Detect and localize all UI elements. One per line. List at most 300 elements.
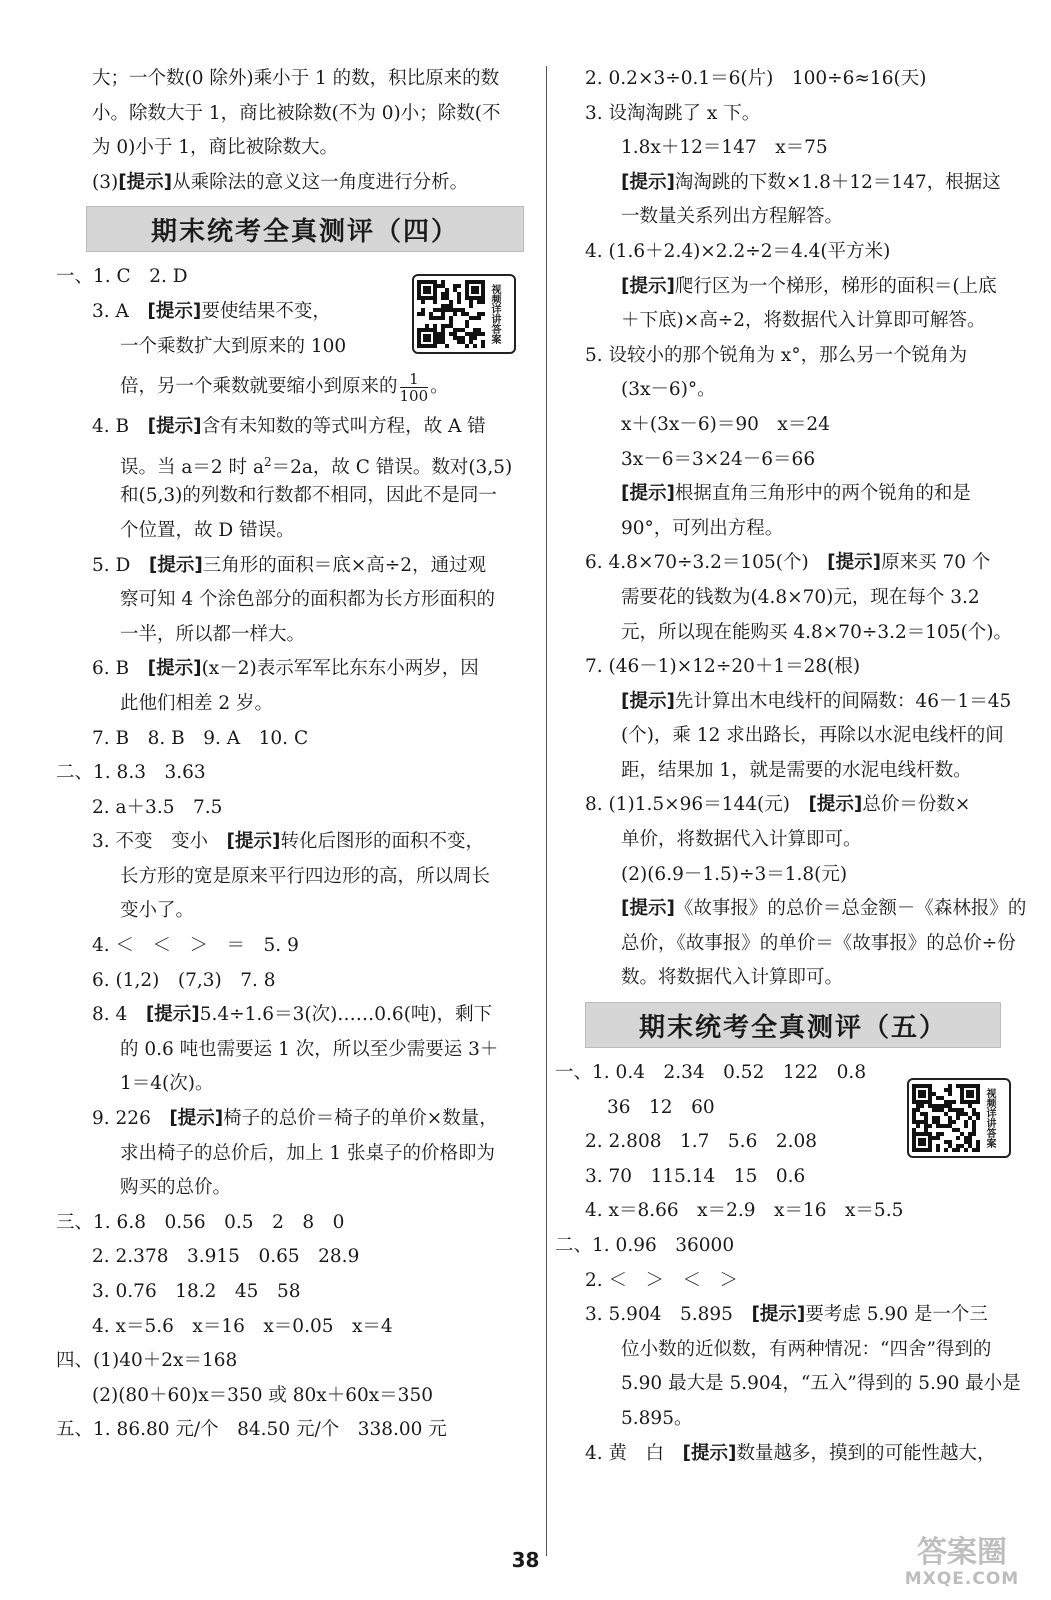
qr-module (441, 284, 445, 288)
qr-module (473, 336, 477, 340)
qr-module (445, 296, 449, 300)
qr-module (932, 1120, 936, 1124)
qr-module (936, 1132, 940, 1136)
qr-module (465, 344, 469, 348)
qr-module (469, 340, 473, 344)
qr-module (449, 308, 453, 312)
qr-module (433, 316, 437, 320)
section-label: 五、 (56, 1419, 94, 1441)
qr-module (469, 332, 473, 336)
qr-module (437, 284, 441, 288)
qr-module (932, 1104, 936, 1108)
qr-module (960, 1108, 964, 1112)
qr-module (465, 332, 469, 336)
qr-module (972, 1148, 976, 1152)
answer-line: 8. (1)1.5×96＝144(元) [提示]总价＝份数× (585, 794, 971, 816)
column-divider (546, 66, 547, 1556)
answer-line: 数。将数据代入计算即可。 (621, 967, 844, 989)
answer-line: (2)(6.9－1.5)÷3＝1.8(元) (621, 863, 848, 885)
qr-module (441, 304, 445, 308)
qr-module (968, 1144, 972, 1148)
answer-text: 。 (430, 376, 449, 398)
qr-module (437, 336, 441, 340)
qr-module (976, 1112, 980, 1116)
qr-module (968, 1136, 972, 1140)
qr-finder-center (423, 286, 431, 294)
hint-marker: [提示] (147, 300, 202, 322)
qr-module (920, 1112, 924, 1116)
qr-module (940, 1132, 944, 1136)
qr-module (948, 1104, 952, 1108)
answer-line: 2. 2.378 3.915 0.65 28.9 (92, 1246, 360, 1268)
qr-module (445, 292, 449, 296)
answer-text: (1)40＋2x＝168 (93, 1350, 238, 1372)
qr-module (425, 324, 429, 328)
qr-module (972, 1120, 976, 1124)
answer-line: 6. (1,2) (7,3) 7. 8 (92, 969, 276, 991)
answer-line: ＋下底)×高÷2，将数据代入计算即可解答。 (621, 310, 986, 332)
qr-module (952, 1100, 956, 1104)
qr-module (956, 1116, 960, 1120)
hint-marker: [提示] (621, 171, 675, 193)
answer-line (56, 445, 534, 480)
hint-marker: [提示] (147, 416, 202, 438)
answer-line (56, 756, 534, 791)
section-label: 一、 (555, 1062, 593, 1084)
qr-module (477, 300, 481, 304)
section-label: 二、 (56, 762, 94, 784)
qr-module (952, 1108, 956, 1112)
answer-text: 1. 0.96 36000 (592, 1235, 735, 1256)
qr-module (948, 1108, 952, 1112)
qr-module (457, 308, 461, 312)
answer-line: 1＝4(次)。 (120, 1073, 214, 1095)
qr-module (441, 312, 445, 316)
answer-line (555, 1229, 1041, 1264)
answer-line: 此他们相差 2 岁。 (120, 692, 274, 714)
qr-module (936, 1116, 940, 1120)
answer-line: 3. 70 115.14 15 0.6 (585, 1165, 806, 1187)
answer-text: 1. 8.3 3.63 (93, 762, 206, 784)
qr-module (477, 312, 481, 316)
hint-marker: [提示] (118, 171, 173, 193)
answer-line: 和(5,3)的列数和行数都不相同，因此不是同一 (120, 485, 497, 507)
qr-module (948, 1140, 952, 1144)
answer-line: 4. B [提示]含有未知数的等式叫方程，故 A 错 (92, 416, 486, 438)
qr-module (461, 336, 465, 340)
qr-module (481, 312, 485, 316)
qr-finder-center (918, 1138, 926, 1146)
hint-marker: [提示] (145, 1004, 200, 1026)
qr-module (944, 1140, 948, 1144)
answer-line: 察可知 4 个涂色部分的面积都为长方形面积的 (120, 589, 496, 611)
qr-module (924, 1124, 928, 1128)
answer-line (56, 1206, 534, 1241)
qr-module (457, 340, 461, 344)
answer-line: 8. 4 [提示]5.4÷1.6＝3(次)……0.6(吨)，剩下 (92, 1004, 493, 1026)
qr-module (441, 340, 445, 344)
answer-line: 元，所以现在能购买 4.8×70÷3.2＝105(个)。 (621, 621, 1013, 643)
answer-line: 位小数的近似数，有两种情况：“四舍”得到的 (621, 1338, 992, 1360)
qr-module (972, 1128, 976, 1132)
qr-module (433, 308, 437, 312)
qr-module (964, 1120, 968, 1124)
qr-module (956, 1136, 960, 1140)
hint-marker: [提示] (682, 1442, 737, 1464)
section-label: 三、 (56, 1211, 94, 1233)
answer-line: 36 12 60 (607, 1096, 715, 1118)
qr-module (936, 1136, 940, 1140)
answer-text: 误。当 a＝2 时 a (120, 456, 264, 478)
answer-line: 3x－6＝3×24－6＝66 (621, 448, 816, 470)
qr-module (457, 328, 461, 332)
qr-module (469, 336, 473, 340)
qr-finder-center (966, 1090, 974, 1098)
answer-line: 求出椅子的总价后，加上 1 张桌子的价格即为 (120, 1142, 496, 1164)
qr-module (932, 1092, 936, 1096)
qr-code-icon (912, 1084, 980, 1152)
answer-text: ＝2a，故 C 错误。数对(3,5) (271, 456, 513, 478)
watermark-glyphs: 答案圈 (917, 1535, 1007, 1570)
qr-module (956, 1128, 960, 1132)
qr-module (964, 1140, 968, 1144)
text-line: 大；一个数(0 除外)乘小于 1 的数，积比原来的数 (92, 68, 500, 89)
answer-line: 9. 226 [提示]椅子的总价＝椅子的单价×数量， (92, 1108, 498, 1130)
qr-module (481, 332, 485, 336)
qr-module (976, 1144, 980, 1148)
qr-module (469, 316, 473, 320)
qr-module (960, 1112, 964, 1116)
qr-module (429, 316, 433, 320)
left-column (56, 62, 534, 1448)
qr-module (469, 304, 473, 308)
qr-module (421, 300, 425, 304)
hint-marker: [提示] (148, 554, 203, 576)
answer-line: (2)(80＋60)x＝350 或 80x＋60x＝350 (92, 1384, 433, 1406)
answer-line: 距，结果加 1，就是需要的水泥电线杆数。 (621, 759, 972, 781)
answer-line: 5. D [提示]三角形的面积＝底×高÷2，通过观 (92, 554, 487, 576)
qr-module (916, 1124, 920, 1128)
answer-line: [提示]爬行区为一个梯形，梯形的面积＝(上底 (621, 275, 997, 297)
answer-text: 1. 0.4 2.34 0.52 122 0.8 (592, 1062, 867, 1084)
qr-module (932, 1116, 936, 1120)
qr-finder-center (918, 1090, 926, 1098)
answer-text: 1. 6.8 0.56 0.5 2 8 0 (93, 1211, 345, 1233)
qr-module (924, 1128, 928, 1132)
answer-line: 单价，将数据代入计算即可。 (621, 829, 862, 851)
qr-module (956, 1112, 960, 1116)
answer-line: (3x－6)°。 (621, 379, 716, 401)
answer-line: 4. 黄 白 [提示]数量越多，摸到的可能性越大， (585, 1442, 996, 1464)
answer-text: 倍，另一个乘数就要缩小到原来的 (120, 376, 398, 398)
qr-module (920, 1104, 924, 1108)
qr-module (453, 328, 457, 332)
qr-module (936, 1120, 940, 1124)
qr-module (437, 340, 441, 344)
answer-line: 变小了。 (120, 900, 195, 922)
answer-line: 4. x＝5.6 x＝16 x＝0.05 x＝4 (92, 1315, 393, 1337)
answer-line: 7. B 8. B 9. A 10. C (92, 727, 309, 749)
answer-line: 6. 4.8×70÷3.2＝105(个) [提示]原来买 70 个 (585, 552, 991, 574)
qr-module (960, 1132, 964, 1136)
qr-module (944, 1112, 948, 1116)
section-heading-five: 期末统考全真测评（五） (585, 1002, 1001, 1048)
hint-marker: [提示] (827, 552, 882, 574)
qr-code[interactable] (907, 1078, 1011, 1158)
answer-line: 2. ＜ ＞ ＜ ＞ (585, 1269, 739, 1291)
answer-line: [提示]《故事报》的总价＝总金额－《森林报》的 (621, 898, 1027, 920)
qr-module (936, 1096, 940, 1100)
qr-module (940, 1104, 944, 1108)
fraction-numerator: 1 (400, 371, 429, 388)
qr-module (932, 1108, 936, 1112)
qr-module (972, 1112, 976, 1116)
qr-module (948, 1088, 952, 1092)
qr-module (916, 1104, 920, 1108)
qr-code[interactable] (412, 274, 516, 354)
answer-line: [提示]根据直角三角形中的两个锐角的和是 (621, 483, 971, 505)
answer-line: 90°，可列出方程。 (621, 517, 784, 539)
hint-marker: [提示] (621, 690, 675, 712)
answer-line: 一半，所以都一样大。 (120, 623, 306, 645)
answer-line: 4. ＜ ＜ ＞ ＝ 5. 9 (92, 935, 299, 957)
qr-label: 视频详讲答案 (984, 1088, 995, 1148)
qr-module (453, 332, 457, 336)
qr-module (928, 1104, 932, 1108)
qr-module (433, 324, 437, 328)
qr-module (465, 312, 469, 316)
qr-module (968, 1116, 972, 1120)
qr-module (964, 1124, 968, 1128)
qr-module (916, 1108, 920, 1112)
qr-module (948, 1144, 952, 1148)
qr-module (912, 1112, 916, 1116)
qr-module (944, 1104, 948, 1108)
answer-text: 1. 86.80 元/个 84.50 元/个 338.00 元 (93, 1419, 447, 1441)
answer-line: 购买的总价。 (120, 1177, 232, 1199)
qr-finder-center (471, 286, 479, 294)
qr-module (453, 288, 457, 292)
qr-code-icon (417, 280, 485, 348)
answer-line: 2. 2.808 1.7 5.6 2.08 (585, 1131, 818, 1153)
qr-module (473, 344, 477, 348)
qr-module (948, 1092, 952, 1096)
qr-module (433, 300, 437, 304)
answer-line (56, 1413, 534, 1448)
qr-module (477, 328, 481, 332)
qr-module (928, 1124, 932, 1128)
qr-module (948, 1116, 952, 1120)
qr-module (441, 332, 445, 336)
qr-module (972, 1132, 976, 1136)
answer-text: 1. C 2. D (93, 266, 188, 288)
qr-module (461, 328, 465, 332)
qr-module (956, 1084, 960, 1088)
qr-module (924, 1116, 928, 1120)
section-heading-four: 期末统考全真测评（四） (86, 206, 524, 252)
qr-module (453, 284, 457, 288)
qr-module (960, 1144, 964, 1148)
hint-marker: [提示] (751, 1304, 806, 1326)
qr-module (449, 300, 453, 304)
qr-module (421, 308, 425, 312)
qr-module (457, 300, 461, 304)
answer-line: 需要花的钱数为(4.8×70)元，现在每个 3.2 (621, 586, 980, 608)
qr-module (912, 1128, 916, 1132)
qr-module (948, 1124, 952, 1128)
qr-module (461, 312, 465, 316)
answer-line: [提示]淘淘跳的下数×1.8＋12＝147，根据这 (621, 171, 1001, 193)
qr-module (465, 320, 469, 324)
qr-module (445, 344, 449, 348)
fraction (400, 371, 429, 404)
qr-label: 视频详讲答案 (489, 284, 500, 344)
section-label: 一、 (56, 266, 94, 288)
answer-line: 7. (46－1)×12÷20＋1＝28(根) (585, 656, 861, 678)
answer-line: 3. 不变 变小 [提示]转化后图形的面积不变， (92, 831, 484, 853)
answer-line: 3. 0.76 18.2 45 58 (92, 1281, 301, 1302)
qr-module (964, 1136, 968, 1140)
answer-line: 2. a＋3.5 7.5 (92, 796, 223, 818)
text-line: 为 0)小于 1，商比被除数大。 (92, 137, 339, 159)
text-line: (3)[提示]从乘除法的意义这一角度进行分析。 (92, 171, 469, 193)
qr-module (968, 1104, 972, 1108)
hint-marker: [提示] (147, 658, 202, 680)
hint-marker: [提示] (621, 275, 675, 297)
qr-module (952, 1120, 956, 1124)
qr-module (457, 284, 461, 288)
hint-marker: [提示] (226, 831, 281, 853)
qr-module (924, 1112, 928, 1116)
qr-module (437, 308, 441, 312)
qr-module (972, 1124, 976, 1128)
answer-line: 1.8x＋12＝147 x＝75 (621, 137, 828, 159)
answer-line: [提示]先计算出木电线杆的间隔数：46－1＝45 (621, 690, 1012, 712)
superscript: 2 (263, 454, 272, 469)
answer-line: 一个乘数扩大到原来的 100 (120, 335, 347, 357)
qr-module (449, 304, 453, 308)
answer-line: 4. (1.6＋2.4)×2.2÷2＝4.4(平方米) (585, 240, 891, 262)
qr-module (445, 288, 449, 292)
answer-line: 3. A [提示]要使结果不变， (92, 300, 331, 322)
qr-module (449, 316, 453, 320)
qr-module (920, 1120, 924, 1124)
qr-module (940, 1108, 944, 1112)
watermark-domain: MXQE.COM (904, 1569, 1020, 1589)
qr-module (952, 1128, 956, 1132)
qr-module (421, 312, 425, 316)
answer-line: 个位置，故 D 错误。 (120, 519, 295, 541)
qr-module (916, 1120, 920, 1124)
qr-module (457, 336, 461, 340)
qr-module (956, 1108, 960, 1112)
answer-line: 5. 设较小的那个锐角为 x°，那么另一个锐角为 (585, 344, 968, 366)
answer-line: x＋(3x－6)＝90 x＝24 (621, 413, 830, 435)
qr-module (473, 328, 477, 332)
qr-module (936, 1124, 940, 1128)
qr-module (481, 340, 485, 344)
section-label: 二、 (555, 1235, 593, 1256)
answer-line: 总价，《故事报》的单价＝《故事报》的总价÷份 (621, 932, 1016, 954)
answer-line: 4. x＝8.66 x＝2.9 x＝16 x＝5.5 (585, 1200, 904, 1222)
hint-marker: [提示] (808, 794, 863, 816)
qr-module (948, 1120, 952, 1124)
answer-line: 的 0.6 吨也需要运 1 次，所以至少需要运 3＋ (120, 1038, 499, 1060)
qr-module (453, 312, 457, 316)
qr-module (944, 1148, 948, 1152)
answer-line: 3. 5.904 5.895 [提示]要考虑 5.90 是一个三 (585, 1304, 988, 1326)
qr-module (457, 292, 461, 296)
qr-module (441, 324, 445, 328)
qr-module (481, 300, 485, 304)
qr-module (461, 308, 465, 312)
qr-module (437, 332, 441, 336)
qr-module (449, 324, 453, 328)
answer-line: 5.895。 (621, 1407, 693, 1429)
qr-module (441, 308, 445, 312)
qr-module (972, 1108, 976, 1112)
qr-module (964, 1148, 968, 1152)
qr-module (948, 1084, 952, 1088)
qr-module (429, 312, 433, 316)
qr-module (924, 1120, 928, 1124)
qr-module (968, 1140, 972, 1144)
qr-module (936, 1104, 940, 1108)
section-label: 四、 (56, 1350, 94, 1372)
answer-line (56, 364, 534, 410)
qr-module (437, 316, 441, 320)
answer-line: 6. B [提示](x－2)表示军军比东东小两岁，因 (92, 658, 479, 680)
qr-module (944, 1100, 948, 1104)
answer-line: 一数量关系列出方程解答。 (621, 206, 844, 228)
qr-module (952, 1148, 956, 1152)
qr-module (469, 300, 473, 304)
qr-module (968, 1132, 972, 1136)
right-column (555, 62, 1041, 1471)
qr-module (936, 1108, 940, 1112)
answer-line: 长方形的宽是原来平行四边形的高，所以周长 (120, 865, 491, 887)
qr-module (964, 1112, 968, 1116)
qr-module (976, 1116, 980, 1120)
qr-module (441, 328, 445, 332)
qr-module (912, 1116, 916, 1120)
qr-finder-center (423, 334, 431, 342)
answer-line (56, 1344, 534, 1379)
qr-module (445, 308, 449, 312)
qr-module (441, 280, 445, 284)
qr-module (465, 324, 469, 328)
text-line: 小。除数大于 1，商比被除数(不为 0)小；除数(不 (92, 102, 501, 124)
page-number: 38 (511, 1548, 540, 1572)
qr-module (976, 1148, 980, 1152)
qr-module (473, 332, 477, 336)
qr-module (956, 1144, 960, 1148)
qr-module (417, 312, 421, 316)
qr-module (912, 1120, 916, 1124)
hint-marker: [提示] (621, 483, 675, 505)
qr-module (912, 1108, 916, 1112)
qr-module (936, 1144, 940, 1148)
qr-module (976, 1140, 980, 1144)
answer-line: (个)，乘 12 求出路长，再除以水泥电线杆的间 (621, 725, 1004, 747)
qr-module (932, 1136, 936, 1140)
qr-module (441, 296, 445, 300)
hint-marker: [提示] (169, 1108, 224, 1130)
qr-module (940, 1124, 944, 1128)
qr-module (457, 296, 461, 300)
qr-module (481, 344, 485, 348)
answer-line: 3. 设淘淘跳了 x 下。 (585, 102, 761, 124)
